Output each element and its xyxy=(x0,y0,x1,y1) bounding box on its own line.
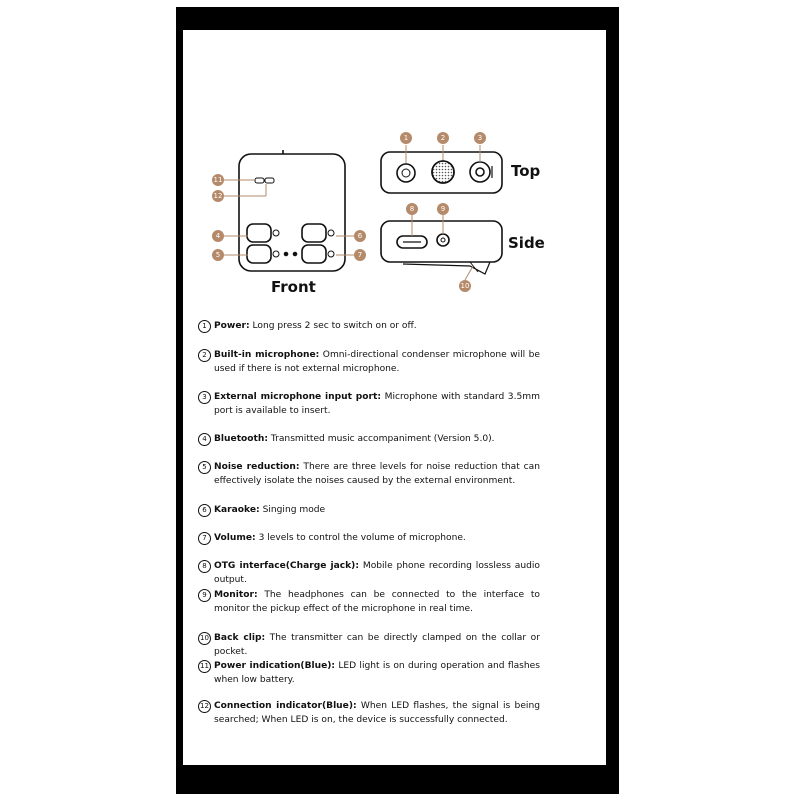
list-item xyxy=(198,349,540,376)
item-number: 2 xyxy=(198,349,211,362)
callout-badge: 12 xyxy=(213,192,223,200)
item-title: Monitor: xyxy=(214,590,258,600)
list-item xyxy=(198,461,540,488)
item-title: Built-in microphone: xyxy=(214,350,320,360)
item-title: Power indication(Blue): xyxy=(214,661,336,671)
item-title: Power: xyxy=(214,321,250,331)
callout-badge: 8 xyxy=(406,203,418,215)
side-device xyxy=(381,221,502,274)
callout-badge: 4 xyxy=(212,230,224,242)
item-desc: The transmitter can be directly clamped on the collar or pocket. xyxy=(214,633,540,657)
item-desc: When LED flashes, the signal is being searched; When LED is on, the device is successfully connected. xyxy=(214,701,540,725)
item-desc: There are three levels for noise reduction that can effectively isolate the noises caused by the external environment. xyxy=(214,462,540,486)
callout-badge: 11 xyxy=(213,176,223,184)
item-desc: Long press 2 sec to switch on or off. xyxy=(252,321,417,331)
callout-badge: 6 xyxy=(354,230,366,242)
item-desc: Omni-directional condenser microphone will be used if there is not external microphone. xyxy=(214,350,540,374)
item-title: Connection indicator(Blue): xyxy=(214,701,357,711)
callout-badge: 10 xyxy=(460,282,470,290)
list-item xyxy=(198,532,540,546)
item-number: 11 xyxy=(198,660,211,673)
list-item xyxy=(198,391,540,418)
list-item xyxy=(198,433,540,447)
list-item xyxy=(198,700,540,727)
list-item xyxy=(198,504,540,518)
item-number: 1 xyxy=(198,320,211,333)
item-title: Noise reduction: xyxy=(214,462,300,472)
front-label: Front xyxy=(271,278,316,296)
item-title: Bluetooth: xyxy=(214,434,268,444)
item-desc: Singing mode xyxy=(262,505,326,515)
item-desc: The headphones can be connected to the interface to monitor the pickup effect of the microphone in real time. xyxy=(214,590,540,614)
item-number: 9 xyxy=(198,589,211,602)
front-device xyxy=(239,150,345,271)
item-title: External microphone input port: xyxy=(214,392,382,402)
callout-badge: 1 xyxy=(400,132,412,144)
list-item xyxy=(198,560,540,587)
item-number: 4 xyxy=(198,433,211,446)
item-desc: 3 levels to control the volume of microphone. xyxy=(258,533,466,543)
callout-badge: 5 xyxy=(212,249,224,261)
callout-badge: 7 xyxy=(354,249,366,261)
list-item xyxy=(198,632,540,659)
item-number: 6 xyxy=(198,504,211,517)
item-title: Karaoke: xyxy=(214,505,260,515)
item-desc: LED light is on during operation and flashes when low battery. xyxy=(214,661,540,685)
top-label: Top xyxy=(511,162,541,180)
item-title: Volume: xyxy=(214,533,256,543)
list-item xyxy=(198,660,540,687)
side-label: Side xyxy=(508,234,545,252)
item-desc: Transmitted music accompaniment (Version 5.0). xyxy=(270,434,495,444)
item-number: 5 xyxy=(198,461,211,474)
callout-badge: 3 xyxy=(474,132,486,144)
item-number: 3 xyxy=(198,391,211,404)
callout-badge: 2 xyxy=(437,132,449,144)
item-number: 8 xyxy=(198,560,211,573)
item-title: Back clip: xyxy=(214,633,266,643)
top-device xyxy=(381,152,502,193)
list-item xyxy=(198,589,540,616)
item-desc: Mobile phone recording lossless audio output. xyxy=(214,561,540,585)
item-title: OTG interface(Charge jack): xyxy=(214,561,359,571)
item-number: 10 xyxy=(198,632,211,645)
item-desc: Microphone with standard 3.5mm port is available to insert. xyxy=(214,392,540,416)
item-number: 7 xyxy=(198,532,211,545)
callout-badge: 9 xyxy=(437,203,449,215)
list-item xyxy=(198,320,540,334)
item-number: 12 xyxy=(198,700,211,713)
